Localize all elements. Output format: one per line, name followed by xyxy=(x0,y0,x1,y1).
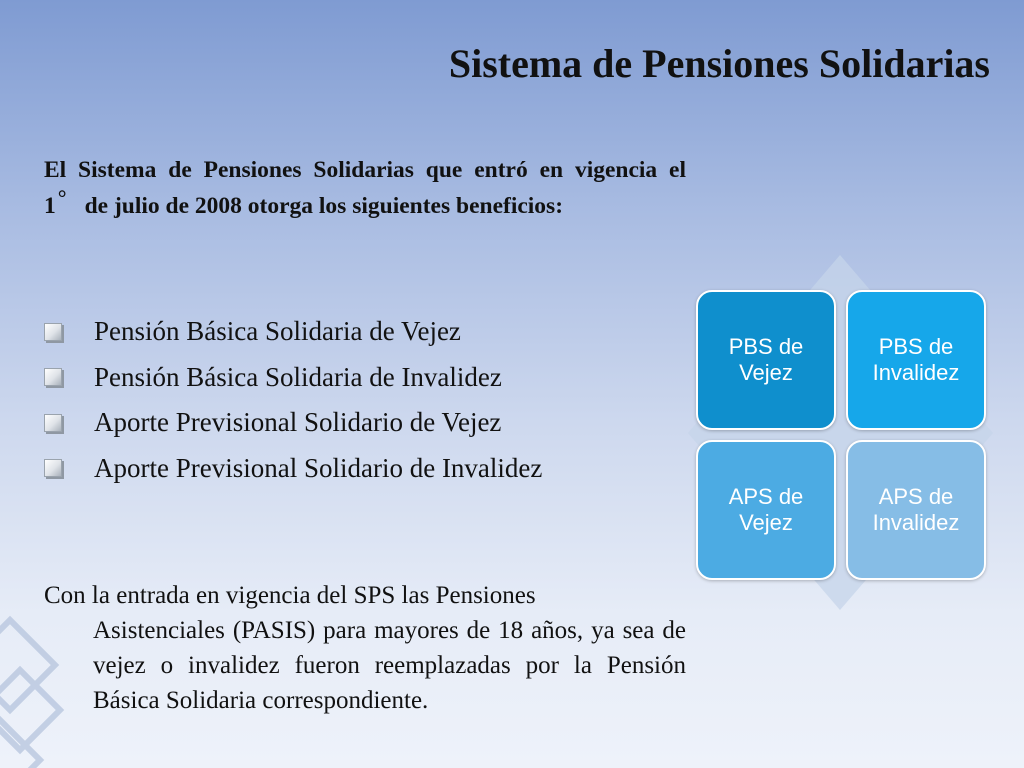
bullet-box-icon xyxy=(44,459,62,477)
intro-text-part2: de julio de 2008 otorga los siguientes beneficios: xyxy=(84,193,564,219)
benefits-list xyxy=(44,309,542,491)
bullet-box-icon xyxy=(44,414,62,432)
benefit-label: Aporte Previsional Solidario de Invalidez xyxy=(94,452,543,483)
benefit-label: Pensión Básica Solidaria de Vejez xyxy=(94,316,461,346)
tile-aps-invalidez xyxy=(846,440,986,580)
tile-pbs-invalidez xyxy=(846,290,986,430)
tile-aps-vejez xyxy=(696,440,836,580)
closing-rest: Asistenciales (PASIS) para mayores de 18 años, ya sea de vejez o invalidez fueron reemplazadas por la Pensión Básica Solidaria correspondiente. xyxy=(93,617,686,714)
list-item xyxy=(44,446,542,492)
bullet-box-icon xyxy=(44,368,62,386)
benefit-label: Pensión Básica Solidaria de Invalidez xyxy=(94,361,502,392)
closing-paragraph xyxy=(44,578,686,718)
list-item xyxy=(44,400,542,446)
tile-line: Invalidez xyxy=(872,360,960,385)
tile-line: Vejez xyxy=(739,510,793,535)
tile-line: APS de xyxy=(878,484,954,509)
closing-first-line: Con la entrada en vigencia del SPS las Pensiones xyxy=(44,582,536,609)
tile-pbs-vejez xyxy=(696,290,836,430)
tile-line: PBS de xyxy=(878,334,954,359)
tile-line: PBS de xyxy=(728,334,804,359)
decorative-corner-shapes xyxy=(0,600,90,768)
list-item xyxy=(44,355,542,401)
bullet-box-icon xyxy=(44,323,62,341)
degree-symbol: ° xyxy=(57,185,67,210)
tile-line: Invalidez xyxy=(872,510,960,535)
intro-text-part1: El Sistema de Pensiones Solidarias que entró en vigencia el 1 xyxy=(44,157,686,219)
intro-paragraph xyxy=(44,153,686,224)
slide-title: Sistema de Pensiones Solidarias xyxy=(448,41,990,86)
benefit-label: Aporte Previsional Solidario de Vejez xyxy=(94,407,502,437)
tile-line: Vejez xyxy=(739,360,793,385)
tile-line: APS de xyxy=(728,484,804,509)
list-item xyxy=(44,309,542,355)
